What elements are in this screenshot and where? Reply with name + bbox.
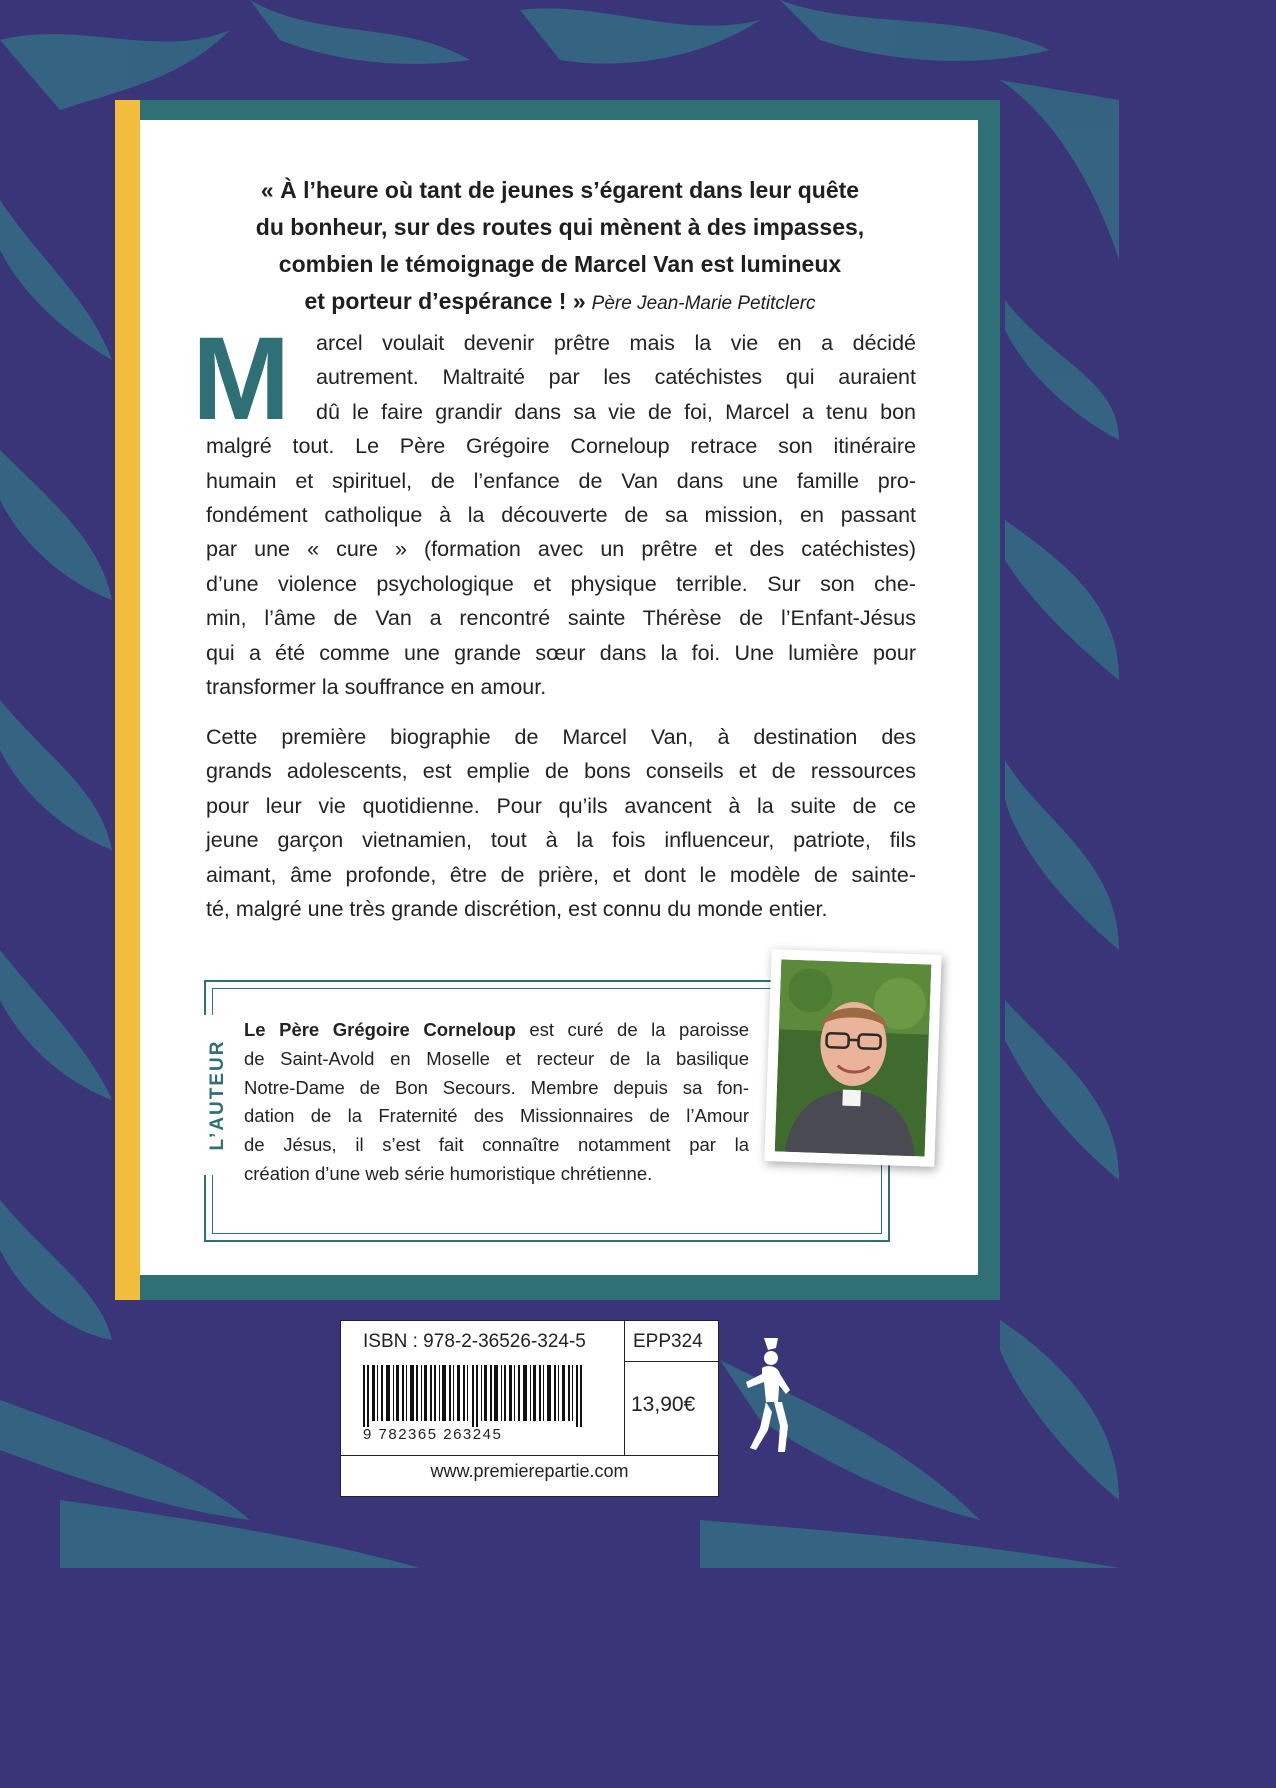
drop-cap: M [192, 313, 291, 445]
isbn-label: ISBN : 978-2-36526-324-5 [363, 1331, 586, 1352]
publisher-url: www.premierepartie.com [430, 1461, 629, 1481]
paragraph-line: transformer la souffrance en amour. [206, 675, 547, 700]
quote-line: « À l’heure où tant de jeunes s’égarent dans leur quête [260, 177, 860, 203]
author-bio [244, 1016, 749, 1189]
paragraph-line: Cette première biographie de Marcel Van, à destination des [206, 725, 916, 749]
author-label: L’AUTEUR [207, 1039, 228, 1151]
quote-line-last [240, 283, 880, 322]
paragraph-line: autrement. Maltraité par les catéchistes qui auraient [316, 365, 916, 390]
reference-code: EPP324 [633, 1331, 703, 1352]
paragraph-line: dû le faire grandir dans sa vie de foi, Marcel a tenu bon [316, 399, 916, 424]
summary-paragraph-1 [206, 326, 916, 704]
author-bio-line: de Saint-Avold en Moselle et recteur de la basilique [244, 1047, 749, 1069]
quote-line: combien le témoignage de Marcel Van est lumineux [278, 251, 842, 277]
quote-author: Père Jean-Marie Petitclerc [591, 293, 816, 314]
quote-line: du bonheur, sur des routes qui mènent à des impasses, [255, 214, 865, 240]
paragraph-line: humain et spirituel, de l’enfance de Van dans une famille pro- [206, 468, 916, 493]
author-portrait-image [775, 959, 932, 1156]
author-label-tab [196, 1015, 240, 1175]
pull-quote [240, 172, 880, 322]
paragraph-line: par une « cure » (formation avec un prêtre et des catéchistes) [206, 537, 916, 562]
paragraph-line: qui a été comme une grande sœur dans la foi. Une lumière pour [206, 640, 916, 665]
author-bio-text: est curé de la paroisse [515, 1019, 749, 1040]
paragraph-line: min, l’âme de Van a rencontré sainte Thérèse de l’Enfant-Jésus [206, 606, 916, 631]
barcode-image [363, 1365, 603, 1427]
author-bio-line: de Jésus, il s’est fait connaître notamment par la [244, 1134, 749, 1156]
publisher-logo-icon [738, 1338, 798, 1458]
paragraph-line: aimant, âme profonde, être de prière, et dont le modèle de sainte- [206, 862, 916, 887]
paragraph-line: arcel voulait devenir prêtre mais la vie en a décidé [316, 331, 916, 355]
author-bio-line: dation de la Fraternité des Missionnaires de l’Amour [244, 1105, 749, 1127]
text-panel [140, 120, 978, 1275]
barcode-number: 9 782365 263245 [363, 1426, 503, 1443]
author-bio-line: création d’une web série humoristique chrétienne. [244, 1162, 653, 1184]
price: 13,90€ [631, 1393, 696, 1416]
author-name: Le Père Grégoire Corneloup [244, 1019, 516, 1040]
author-bio-line [244, 1016, 749, 1045]
paragraph-line: jeune garçon vietnamien, tout à la fois influenceur, patriote, fils [206, 828, 916, 853]
summary-paragraph-2 [206, 720, 916, 926]
divider [624, 1361, 718, 1362]
paragraph-line: malgré tout. Le Père Grégoire Corneloup retrace son itinéraire [206, 434, 916, 459]
divider [341, 1455, 718, 1456]
barcode-box [340, 1320, 719, 1497]
paragraph-line: té, malgré une très grande discrétion, est connu du monde entier. [206, 897, 828, 922]
divider [624, 1321, 625, 1455]
paragraph-line: fondément catholique à la découverte de sa mission, en passant [206, 503, 916, 528]
paragraph-line: pour leur vie quotidienne. Pour qu’ils avancent à la suite de ce [206, 793, 916, 818]
author-bio-line: Notre-Dame de Bon Secours. Membre depuis sa fon- [244, 1076, 749, 1098]
paragraph-line: d’une violence psychologique et physique terrible. Sur son che- [206, 571, 916, 596]
paragraph-line: grands adolescents, est emplie de bons conseils et de ressources [206, 759, 916, 784]
author-photo [764, 949, 941, 1167]
quote-line-text: et porteur d’espérance ! » [304, 288, 586, 314]
